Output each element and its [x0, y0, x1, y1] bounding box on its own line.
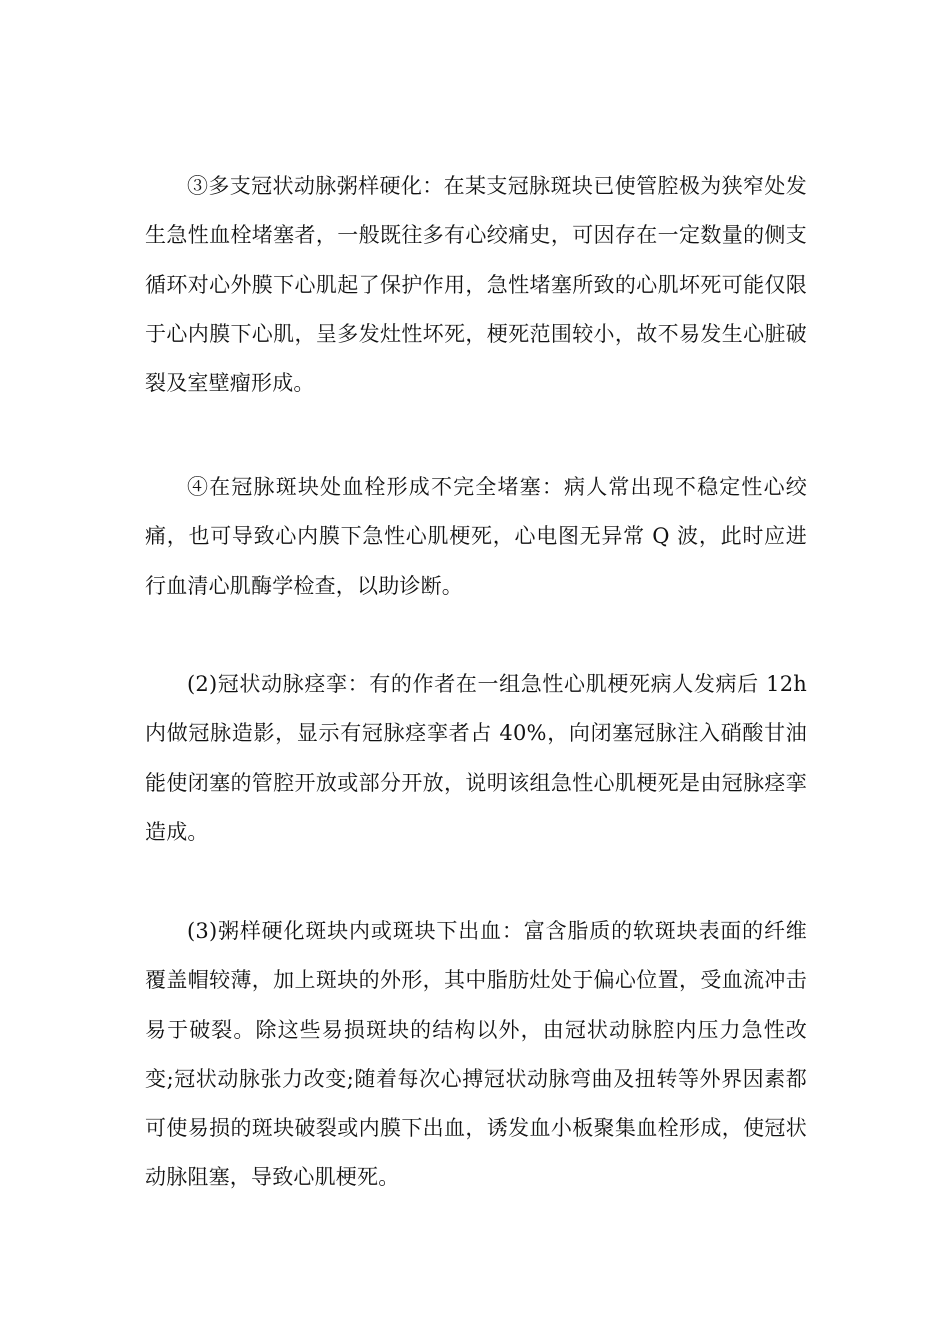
paragraph-coronary-spasm: (2)冠状动脉痉挛：有的作者在一组急性心肌梗死病人发病后 12h 内做冠脉造影，显示有冠脉痉挛者占 40%，向闭塞冠脉注入硝酸甘油能使闭塞的管腔开放或部分开放，说明该组急性心肌梗死是由冠脉痉挛造成。 — [145, 672, 807, 844]
paragraph-plaque-hemorrhage: (3)粥样硬化斑块内或斑块下出血：富含脂质的软斑块表面的纤维覆盖帽较薄，加上斑块的外形，其中脂肪灶处于偏心位置，受血流冲击易于破裂。除这些易损斑块的结构以外，由冠状动脉腔内压力急性改变;冠状动脉张力改变;随着每次心搏冠状动脉弯曲及扭转等外界因素都可使易损的斑块破裂或内膜下出血，诱发血小板聚集血栓形成，使冠状动脉阻塞，导致心肌梗死。 — [145, 919, 807, 1190]
paragraph-multivessel-atherosclerosis: ③多支冠状动脉粥样硬化：在某支冠脉斑块已使管腔极为狭窄处发生急性血栓堵塞者，一般既往多有心绞痛史，可因存在一定数量的侧支循环对心外膜下心肌起了保护作用，急性堵塞所致的心肌坏死可能仅限于心内膜下心肌，呈多发灶性坏死，梗死范围较小，故不易发生心脏破裂及室壁瘤形成。 — [145, 174, 807, 396]
paragraph-incomplete-occlusion: ④在冠脉斑块处血栓形成不完全堵塞：病人常出现不稳定性心绞痛，也可导致心内膜下急性心肌梗死，心电图无异常 Q 波，此时应进行血清心肌酶学检查，以助诊断。 — [145, 475, 807, 598]
